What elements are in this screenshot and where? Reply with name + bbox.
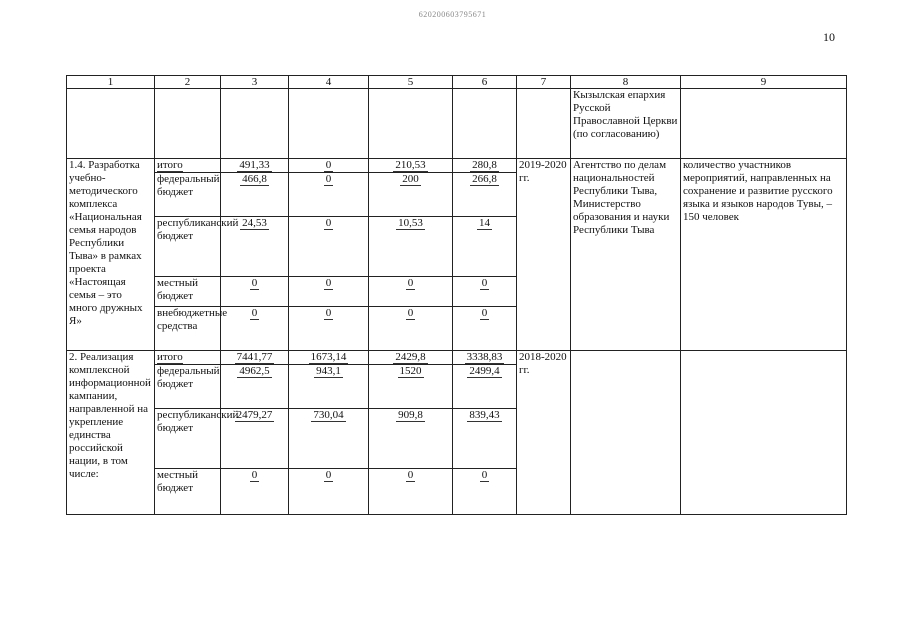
measure-title-1-4: 1.4. Разработка учебно-методического комплекса «Национальная семья народов Республики Тыва» в рамках проекта «Настоящая семья – это много дружных Я» <box>67 159 155 351</box>
col-header-1: 1 <box>67 76 155 89</box>
value-cell: 24,53 <box>221 217 289 277</box>
value-cell: 4962,5 <box>221 365 289 409</box>
value-cell: 943,1 <box>289 365 369 409</box>
value-cell: 0 <box>369 277 453 307</box>
col-header-2: 2 <box>155 76 221 89</box>
value-cell: 2499,4 <box>453 365 517 409</box>
value-cell: 0 <box>289 217 369 277</box>
value-cell: 0 <box>289 173 369 217</box>
value-cell: 0 <box>453 277 517 307</box>
result-1-4: количество участников мероприятий, направленных на сохранение и развитие русского языка и языков народов Тувы, – 150 человек <box>681 159 847 351</box>
table-row <box>67 351 847 365</box>
budget-table <box>66 75 847 515</box>
value-cell: 0 <box>369 307 453 351</box>
executor-continuation: Кызылская епархия Русской Православной Церкви (по согласованию) <box>571 89 681 159</box>
funding-label: местный бюджет <box>155 277 221 307</box>
executor-2 <box>571 351 681 515</box>
value-cell: 0 <box>289 277 369 307</box>
value-cell: 0 <box>221 469 289 515</box>
value-cell: 491,33 <box>221 159 289 173</box>
value-cell: 3338,83 <box>453 351 517 365</box>
value-cell: 466,8 <box>221 173 289 217</box>
value-cell: 14 <box>453 217 517 277</box>
funding-label: внебюджетные средства <box>155 307 221 351</box>
funding-label: федеральный бюджет <box>155 173 221 217</box>
value-cell: 0 <box>289 307 369 351</box>
measure-title-2: 2. Реализация комплексной информационной кампании, направленной на укрепление единства российской нации, в том числе: <box>67 351 155 515</box>
page-number: 10 <box>823 30 835 44</box>
col-header-7: 7 <box>517 76 571 89</box>
value-cell: 10,53 <box>369 217 453 277</box>
value-cell: 730,04 <box>289 409 369 469</box>
document-id: 620200603795671 <box>418 10 487 19</box>
col-header-4: 4 <box>289 76 369 89</box>
continuation-row <box>67 89 847 159</box>
col-header-3: 3 <box>221 76 289 89</box>
value-cell: 2429,8 <box>369 351 453 365</box>
column-number-row <box>67 76 847 89</box>
value-cell: 0 <box>289 159 369 173</box>
value-cell: 1520 <box>369 365 453 409</box>
table-row <box>67 159 847 173</box>
value-cell: 0 <box>453 469 517 515</box>
value-cell: 909,8 <box>369 409 453 469</box>
value-cell: 0 <box>221 277 289 307</box>
value-cell: 2479,27 <box>221 409 289 469</box>
funding-label: местный бюджет <box>155 469 221 515</box>
funding-label: итого <box>155 351 221 365</box>
value-cell: 266,8 <box>453 173 517 217</box>
value-cell: 210,53 <box>369 159 453 173</box>
col-header-5: 5 <box>369 76 453 89</box>
result-2 <box>681 351 847 515</box>
funding-label: республиканский бюджет <box>155 217 221 277</box>
value-cell: 200 <box>369 173 453 217</box>
period-1-4: 2019-2020 гг. <box>517 159 571 351</box>
value-cell: 1673,14 <box>289 351 369 365</box>
executor-1-4: Агентство по делам национальностей Республики Тыва, Министерство образования и науки Республики Тыва <box>571 159 681 351</box>
value-cell: 0 <box>453 307 517 351</box>
funding-label: федеральный бюджет <box>155 365 221 409</box>
col-header-8: 8 <box>571 76 681 89</box>
value-cell: 839,43 <box>453 409 517 469</box>
value-cell: 280,8 <box>453 159 517 173</box>
col-header-9: 9 <box>681 76 847 89</box>
period-2: 2018-2020 гг. <box>517 351 571 515</box>
funding-label: республиканский бюджет <box>155 409 221 469</box>
value-cell: 0 <box>221 307 289 351</box>
value-cell: 7441,77 <box>221 351 289 365</box>
value-cell: 0 <box>289 469 369 515</box>
col-header-6: 6 <box>453 76 517 89</box>
funding-label: итого <box>155 159 221 173</box>
value-cell: 0 <box>369 469 453 515</box>
